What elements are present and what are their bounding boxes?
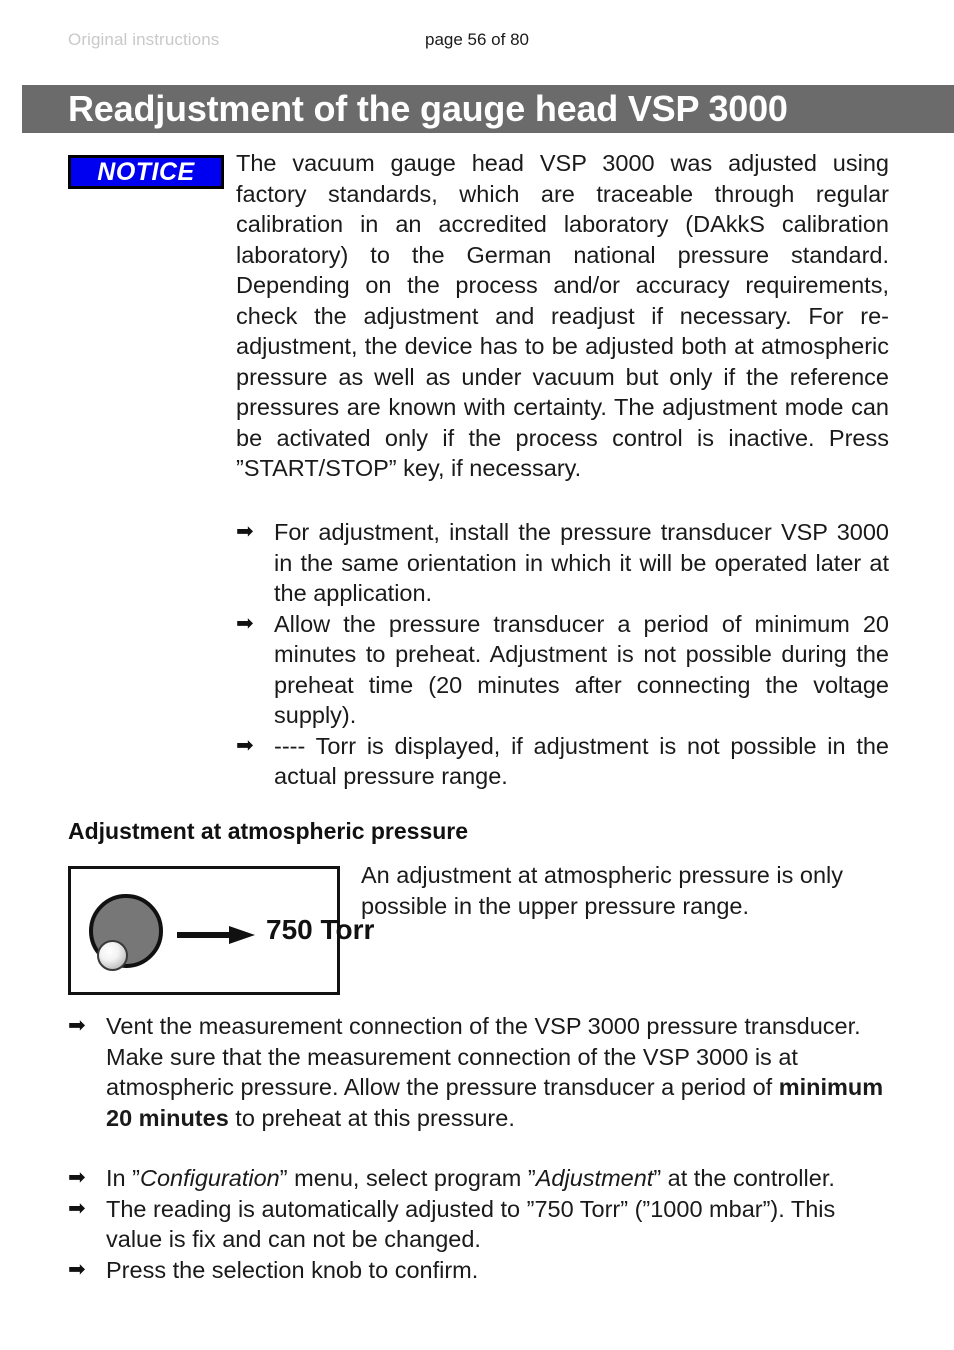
arrow-right-icon: ➡ <box>68 1014 86 1037</box>
notice-badge <box>68 155 224 189</box>
arrow-right-icon: ➡ <box>236 520 254 543</box>
list-item <box>236 731 889 792</box>
list-item-label: The reading is automatically adjusted to ”750 Torr” (”1000 mbar”). This value is fix and can not be changed. <box>106 1195 836 1252</box>
list-item-label <box>106 1011 890 1133</box>
page-number-label: page 56 of 80 <box>425 30 529 49</box>
menu-name-configuration: Configuration <box>139 1165 280 1191</box>
notice-badge-label: NOTICE <box>97 157 195 186</box>
list-item-label <box>106 1163 890 1194</box>
vent-text-part-1: Vent the measurement connection of the VSP 3000 pressure transducer. Make sure that the measurement connection of the VSP 3000 is at atmospheric pressure. Allow the pressure transducer a period of <box>106 1013 861 1100</box>
adjustment-figure <box>68 866 375 995</box>
figure-side-text: An adjustment at atmospheric pressure is only possible in the upper pressure range. <box>361 862 843 919</box>
final-item1-pre: In ” <box>106 1165 140 1191</box>
notice-bullet-list <box>236 517 889 792</box>
original-instructions-label: Original instructions <box>68 30 220 49</box>
list-item <box>236 517 889 609</box>
list-item <box>68 1194 890 1255</box>
page-running-header <box>0 30 954 56</box>
page-title: Readjustment of the gauge head VSP 3000 <box>68 88 788 129</box>
list-item <box>68 1163 890 1194</box>
list-item-label: ---- Torr is displayed, if adjustment is not possible in the actual pressure range. <box>274 732 889 789</box>
list-item-label: Allow the pressure transducer a period of minimum 20 minutes to preheat. Adjustment is not possible during the preheat time (20 minutes after connecting the voltage supply). <box>274 610 889 728</box>
list-item <box>68 1011 890 1133</box>
vent-bullet-list <box>68 1011 890 1133</box>
arrow-right-icon: ➡ <box>236 733 254 757</box>
selection-knob-icon <box>89 894 163 968</box>
arrow-right-icon: ➡ <box>236 611 254 635</box>
chapter-title-bar <box>22 85 954 133</box>
list-item-label: For adjustment, install the pressure transducer VSP 3000 in the same orientation in which it will be operated later at the application. <box>274 519 889 606</box>
arrow-right-icon: ➡ <box>68 1257 86 1281</box>
pressure-display-value: 750 Torr <box>266 914 375 945</box>
arrow-right-icon: ➡ <box>68 1166 86 1189</box>
notice-body-text: The vacuum gauge head VSP 3000 was adjusted using factory standards, which are traceable through regular calibration in an accredited laboratory (DAkkS calibration laboratory) to the German national pressure standard. Depending on the process and/or accuracy requirements, check the adjustment and readjust if necessary. For re-adjustment, the device has to be adjusted both at atmospheric pressure as well as under vacuum but only if the reference pressures are known with certainty. The adjustment mode can be activated only if the process control is inactive. Press ”START/STOP” key, if necessary. <box>236 150 889 481</box>
list-item-label: Press the selection knob to confirm. <box>106 1256 479 1283</box>
arrow-right-icon <box>177 924 255 951</box>
knob-highlight-icon <box>97 940 128 971</box>
vent-text-bold: minimum 20 minutes <box>106 1074 884 1131</box>
list-item <box>68 1255 890 1286</box>
final-item1-mid: ” menu, select program ” <box>279 1165 536 1191</box>
arrow-right-icon: ➡ <box>68 1196 86 1220</box>
section-heading: Adjustment at atmospheric pressure <box>68 818 469 844</box>
final-item1-post: ” at the controller. <box>653 1165 835 1191</box>
program-name-adjustment: Adjustment <box>535 1165 654 1191</box>
final-bullet-list <box>68 1163 890 1285</box>
list-item <box>236 609 889 731</box>
vent-text-part-2: to preheat at this pressure. <box>228 1104 515 1131</box>
